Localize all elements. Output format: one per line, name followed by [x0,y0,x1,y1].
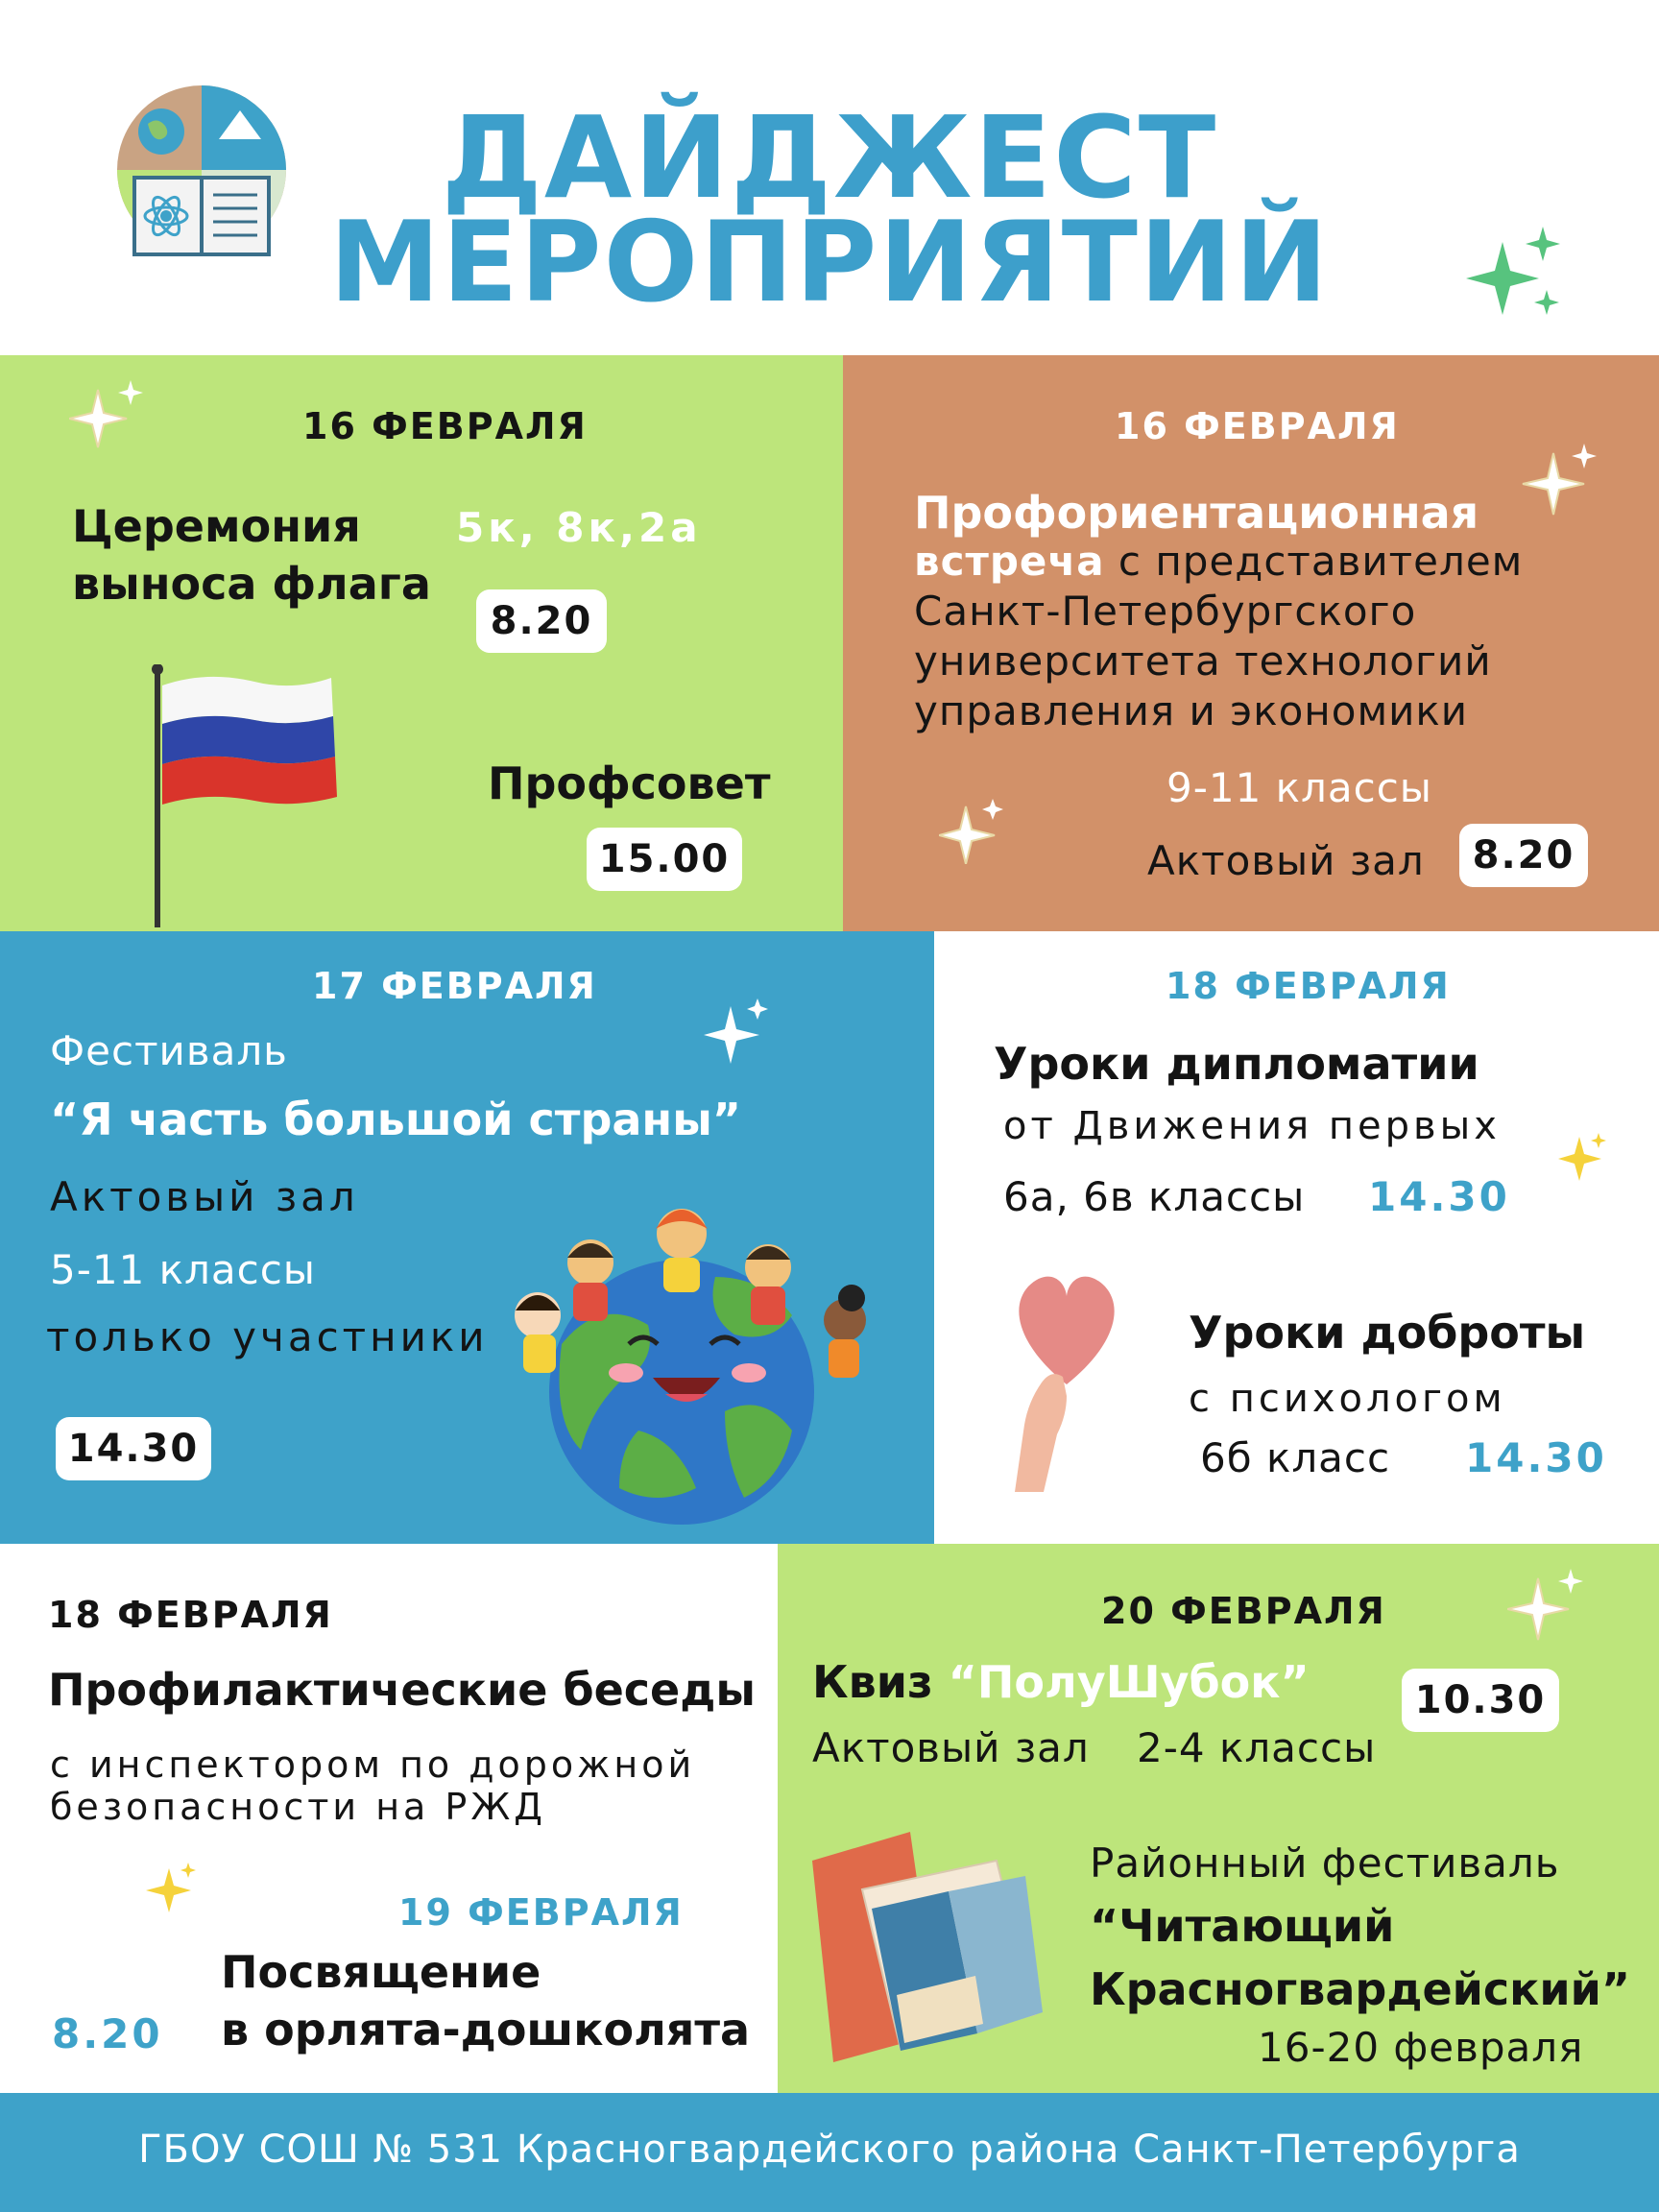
event-time: 14.30 [1368,1173,1510,1220]
event-time-badge: 10.30 [1402,1669,1559,1732]
event-title: Уроки доброты [1189,1307,1586,1358]
event-subtitle: от Движения первых [1003,1104,1501,1148]
event-title-line1: Церемония [72,500,361,552]
event-desc-line5: управления и экономики [914,687,1469,734]
sparkle-icon [939,797,1006,864]
page-title-line1: ДАЙДЖЕСТ [441,91,1218,224]
event-title-bold-line2: встреча [914,538,1105,585]
event-date: 18 ФЕВРАЛЯ [1166,965,1451,1007]
event-time-badge: 14.30 [56,1417,211,1480]
event-block-feb20-quiz [778,1544,1659,2093]
event-dates: 16-20 февраля [1258,2024,1584,2071]
event-title-line2: “Я часть большой страны” [50,1094,742,1145]
event-title-line2: “Читающий [1090,1900,1395,1952]
event-note: только участники [46,1313,489,1360]
sparkle-icon [1558,1131,1608,1181]
event-title-bold: Квиз [812,1656,933,1708]
event-classes: 6а, 6в классы [1003,1173,1306,1220]
event-title-line3: Красногвардейский” [1090,1963,1631,2015]
event-block-feb16-ceremony [0,355,843,931]
event-classes: 2-4 классы [1137,1724,1377,1771]
event-place: Актовый зал [812,1724,1090,1771]
event-place: Актовый зал [50,1173,359,1220]
event-desc-line4: университета технологий [914,637,1492,685]
event-time: 8.20 [52,2010,163,2057]
russian-flag-icon [149,664,341,931]
event-date: 17 ФЕВРАЛЯ [312,965,597,1007]
globe-children-icon [494,1190,874,1527]
event-classes: 9-11 классы [1166,764,1432,811]
sparkle-icon [1464,223,1565,324]
event-time-badge: 8.20 [1459,824,1588,887]
event-title-name: “ПолуШубок” [932,1656,1310,1708]
event-time-badge: 8.20 [476,589,607,653]
event-title-bold-line1: Профориентационная [914,487,1479,539]
footer-school-name: ГБОУ СОШ № 531 Красногвардейского района Санкт-Петербурга [138,2128,1521,2172]
event-block-feb17-festival [0,931,934,1544]
event-classes: 6б класс [1200,1434,1391,1481]
event-title-line2: в орлята-дошколята [221,2004,751,2056]
event-date: 20 ФЕВРАЛЯ [1101,1590,1386,1632]
event-block-feb16-career [843,355,1659,936]
sparkle-icon [146,1861,200,1914]
event-title-line2: выноса флага [72,558,431,610]
event-time-badge: 15.00 [587,828,742,891]
event-title: Уроки дипломатии [994,1038,1479,1090]
event-title: Профилактические беседы [48,1664,756,1716]
event-classes: 5-11 классы [50,1246,316,1293]
event-title-rest: с представителем [1104,538,1524,585]
event-time: 14.30 [1465,1434,1607,1481]
event-date: 16 ФЕВРАЛЯ [1115,405,1400,447]
sparkle-icon [1521,440,1598,517]
event-date: 18 ФЕВРАЛЯ [48,1594,333,1636]
page-title-line2: МЕРОПРИЯТИЙ [328,198,1331,327]
event-title-line2 [914,538,1523,586]
event-title-line1: Посвящение [221,1946,541,1998]
event-subtitle-line2: безопасности на РЖД [50,1786,546,1828]
sparkle-icon [1507,1565,1584,1642]
event-block-feb18-lessons [934,931,1659,1544]
sparkle-icon [704,997,771,1064]
event-subtitle-line1: с инспектором по дорожной [50,1743,696,1786]
heart-hand-icon [1009,1269,1124,1492]
event-subtitle: с психологом [1189,1377,1506,1421]
event-date: 19 ФЕВРАЛЯ [398,1891,684,1934]
event-desc-line3: Санкт-Петербургского [914,588,1417,635]
event-place: Актовый зал [1147,837,1425,884]
event-title: Профсовет [488,757,771,809]
event-title-line1: Районный фестиваль [1090,1839,1560,1887]
event-classes: 5к, 8к,2а [456,504,702,551]
event-date: 16 ФЕВРАЛЯ [302,405,588,447]
open-book-icon [805,1822,1045,2074]
event-title [812,1655,1310,1709]
event-block-feb18-prevention [0,1544,778,2093]
sparkle-icon [69,376,146,453]
footer [0,2093,1659,2212]
event-title-line1: Фестиваль [50,1027,288,1074]
